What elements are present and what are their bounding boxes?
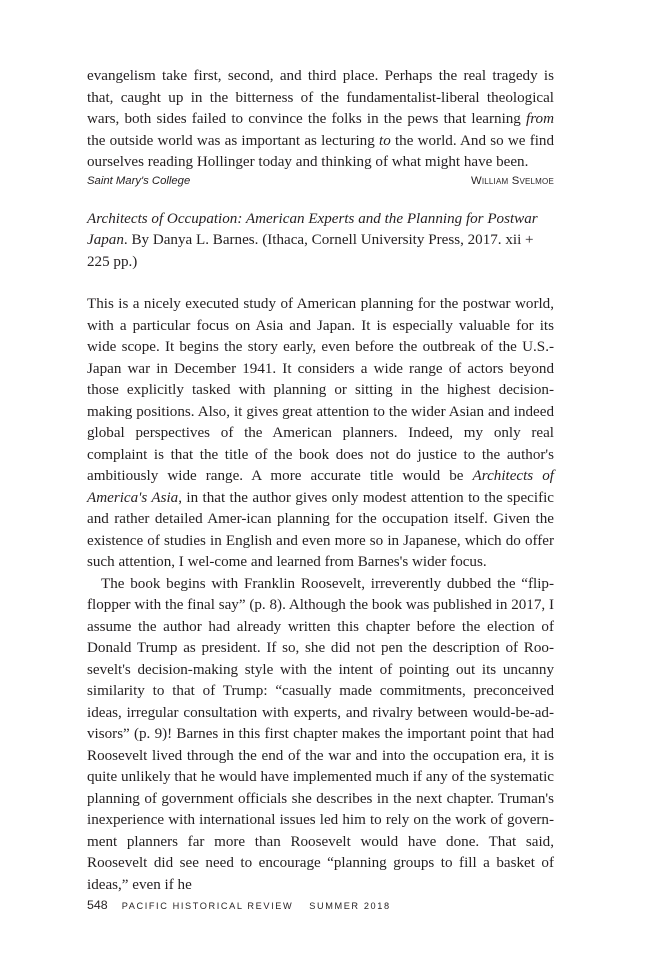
page-body: [87, 66, 554, 896]
review-paragraph-2: The book begins with Franklin Roosevelt, irreverently dubbed the “flip-flopper with the final say” (p. 8). Although the book was published in 2017, I assume the author had already written this chapter before the election of Donald Trump as president. If so, she did not pen the description of Roo-sevelt's decision-making style with the intent of pointing out its uncanny similarity to that of Trump: “casually made commitments, preconceived ideas, irregular consultation with experts, and rivalry between would-be-ad-visors” (p. 9)! Barnes in this first chapter makes the important point that had Roosevelt lived through the end of the war and into the occupation era, it is quite unlikely that he would have implemented much if any of the systematic planning of government officials she describes in the next chapter. Truman's inexperience with international issues led him to rely on the work of govern-ment planners far more than Roosevelt would have done. That said, Roosevelt did see need to encourage “planning groups to fill a basket of ideas,” even if he: [87, 575, 554, 893]
emphasis-from: from: [526, 111, 554, 127]
review-citation: [87, 209, 554, 274]
text-run: the outside world was as important as lecturing: [87, 132, 379, 149]
journal-name: PACIFIC HISTORICAL REVIEW: [121, 901, 294, 911]
book-byline: . By Danya L. Barnes. (Ithaca, Cornell University Press, 2017. xii + 225 pp.): [87, 232, 534, 270]
reviewer-institution: Saint Mary's College: [87, 174, 191, 187]
previous-review-closing-paragraph: [87, 66, 554, 174]
text-run: , in that the author gives only modest attention to the specific and rather detailed Amer-ican planning for the occupation itself. Given the existence of studies in English and even more so in Japanese, which do offer such attention, I wel-come and learned from Barnes's wider focus.: [87, 489, 554, 570]
text-run: evangelism take first, second, and third place. Perhaps the real tragedy is that, caught up in the bitterness of the fundamentalist-liberal theological wars, both sides failed to convince the folks in the pews that learning: [87, 68, 554, 127]
emphasis-alt-title: Architects of America's Asia: [87, 468, 554, 506]
journal-issue: SUMMER 2018: [309, 901, 391, 911]
page-footer: [87, 898, 391, 912]
book-title: Architects of Occupation: American Experts and the Planning for Postwar Japan: [87, 210, 538, 248]
reviewer-name: William Svelmoe: [470, 174, 554, 187]
page-number: 548: [87, 898, 108, 912]
emphasis-to: to: [379, 132, 391, 149]
text-run: This is a nicely executed study of American planning for the postwar world, with a particular focus on Asia and Japan. It is especially valuable for its wide scope. It begins the story early, even before the outbreak of the U.S.-Japan war in December 1941. It considers a wide range of actors beyond those explicitly tasked with planning or sitting in the highest decision-making positions. Also, it gives great attention to the wider Asian and indeed global perspectives of the American planners. Indeed, my only real complaint is that the title of the book does not do justice to the author's ambitiously wide range. A more accurate title would be: [87, 296, 554, 484]
review-paragraph-1: [87, 294, 554, 574]
text-run: the world. And so we find ourselves reading Hollinger today and thinking of what might have been.: [87, 132, 555, 170]
reviewer-signature: [87, 175, 554, 187]
